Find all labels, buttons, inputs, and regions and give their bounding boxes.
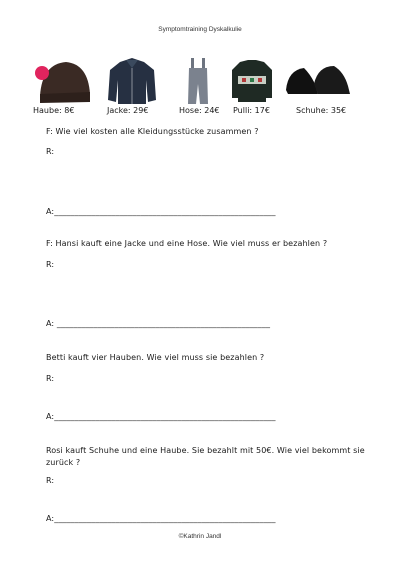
sweater-icon	[230, 58, 274, 104]
page-header: Symptomtraining Dyskalkulie	[158, 26, 242, 33]
page-footer: ©Kathrin Jandl	[178, 533, 222, 540]
answer-line-2[interactable]: A: ____________________________________________________	[46, 319, 271, 328]
question-1: F: Wie viel kosten alle Kleidungsstücke zusammen ?	[46, 127, 259, 136]
price-label-jacke: Jacke: 29€	[107, 106, 149, 115]
price-label-hose: Hose: 24€	[179, 106, 220, 115]
beanie-hat-icon	[32, 56, 94, 104]
overalls-icon	[180, 56, 216, 106]
answer-line-4[interactable]: A:______________________________________________________	[46, 514, 276, 523]
price-label-schuhe: Schuhe: 35€	[296, 106, 347, 115]
price-label-pulli: Pulli: 17€	[233, 106, 270, 115]
question-3: Betti kauft vier Hauben. Wie viel muss sie bezahlen ?	[46, 353, 265, 362]
boots-icon	[284, 60, 352, 100]
calc-label-2: R:	[46, 260, 55, 269]
jacket-icon	[106, 56, 158, 106]
question-2: F: Hansi kauft eine Jacke und eine Hose. Wie viel muss er bezahlen ?	[46, 239, 328, 248]
answer-line-3[interactable]: A:______________________________________________________	[46, 412, 276, 421]
calc-label-3: R:	[46, 374, 55, 383]
calc-label-4: R:	[46, 476, 55, 485]
answer-line-1[interactable]: A:______________________________________________________	[46, 207, 276, 216]
question-4: Rosi kauft Schuhe und eine Haube. Sie bezahlt mit 50€. Wie viel bekommt sie zurück ?	[46, 446, 365, 467]
price-label-haube: Haube: 8€	[33, 106, 75, 115]
calc-label-1: R:	[46, 147, 55, 156]
